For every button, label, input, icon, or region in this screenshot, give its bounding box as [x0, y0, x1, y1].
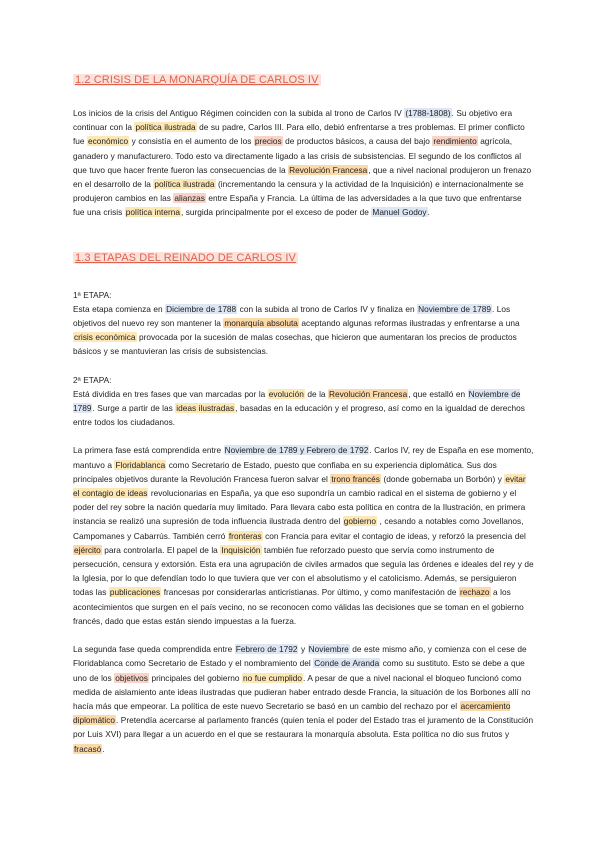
highlighted-term: Inquisición	[221, 544, 261, 555]
highlighted-term: Noviembre de 1789 y Febrero de 1792	[224, 445, 369, 456]
text-run: y consistía en el aumento de los	[129, 136, 254, 147]
highlighted-term: evolución	[268, 388, 304, 399]
label-etapa-2	[73, 373, 534, 387]
text-run: como su sustituto. Esto se debe a que uno de los	[73, 658, 525, 683]
text-run: , basadas en la educación y el progreso, así como en la igualdad de derechos entre todos los ciudadanos.	[73, 403, 525, 428]
text-run: provocada por la sucesión de malas cosechas, que hicieron que aumentaran los precios de productos básicos y se mantuvieran las crisis de subsistencias.	[73, 332, 517, 357]
highlighted-term: Floridablanca	[115, 459, 166, 470]
text-run: como Secretario de Estado, puesto que confiaba en su experiencia diplomática. Sus dos principales objetivos durante la Revolución Francesa fueron salvar el	[73, 459, 497, 484]
paragraph-crisis	[73, 106, 534, 220]
text-run: . Los objetivos del nuevo rey son mantener la	[73, 303, 511, 329]
highlighted-term: Diciembre de 1788	[166, 303, 237, 314]
paragraph-fase-2	[73, 642, 534, 756]
section-heading-crisis: 1.2 CRISIS DE LA MONARQUÍA DE CARLOS IV	[75, 74, 319, 86]
text-run: . Surge a partir de las	[92, 403, 176, 414]
highlighted-term: ideas ilustradas	[176, 403, 235, 414]
highlighted-term: económico	[88, 136, 129, 147]
highlighted-term: ejército	[74, 544, 101, 555]
text-run: 1ª ETAPA:	[73, 289, 112, 300]
highlighted-term: publicaciones	[109, 587, 161, 598]
highlighted-term: alianzas	[174, 193, 205, 204]
text-run: con la subida al trono de Carlos IV y finaliza en	[237, 303, 418, 314]
text-run: Los inicios de la crisis del Antiguo Régimen coinciden con la subida al trono de Carlos IV	[73, 108, 405, 118]
paragraph-fase-1	[73, 443, 534, 628]
text-run: . Pretendía acercarse al parlamento francés (quien tenía el poder del Estado tras el juramento de la Constitución por Luis XVI) para llegar a un acuerdo en el que se restaurara la monarquía absoluta. Esta política no dio sus frutos y	[73, 715, 534, 740]
text-run: .	[427, 207, 430, 218]
highlighted-term: Conde de Aranda	[314, 658, 380, 669]
text-run: revolucionarias en España, ya que eso supondría un cambio radical en el sistema de gobierno y el poder del rey sobre la nación quedaría muy limitado. Para llevara cabo esta política en contra de la Ilustración, en primera instancia se realizó una supresión de toda influencia ilustrada dentro del	[73, 488, 526, 527]
text-run: con Francia para evitar el contagio de ideas, y reforzó la presencia del	[262, 530, 526, 541]
text-run: . Su objetivo era continuar con la	[73, 108, 513, 133]
highlighted-term: política ilustrada	[135, 122, 196, 133]
highlighted-term: no fue cumplido	[243, 672, 302, 683]
highlighted-term: fronteras	[228, 530, 262, 541]
text-run: y	[298, 644, 308, 655]
text-run: (donde gobernaba un Borbón) y	[380, 473, 505, 484]
highlighted-term: fracasó	[74, 743, 102, 754]
text-run: , cesando a notables como Jovellanos, Campomanes y Cabarrús. También cerró	[73, 516, 524, 541]
text-run: . A pesar de que a nivel nacional el bloqueo funcionó como medida de aislamiento ante ideas ilustradas que pudieran haber entrado desde Francia, la situación de los Borbones allí no hacía más que empeorar. La política de este nuevo Secretario se basó en un cambio del rechazo por el	[73, 672, 531, 711]
highlighted-term: objetivos	[115, 672, 148, 683]
highlighted-term: rechazo	[460, 587, 490, 598]
text-run: La primera fase está comprendida entre	[73, 445, 224, 456]
highlighted-term: (1788-1808)	[405, 108, 451, 118]
highlighted-term: trono francés	[331, 473, 380, 484]
text-run: , que estalló en	[408, 388, 468, 399]
text-run: , que a nivel nacional produjeron un frenazo en el desarrollo de la	[73, 164, 532, 190]
text-run: La segunda fase queda comprendida entre	[73, 644, 235, 655]
text-run: también fue reforzado puesto que servía como instrumento de persecución, censura y extorsión. Esta era una agrupación de civiles armados que seguía las órdenes e ideales del rey y de la Iglesia, por lo que defendían todo lo que tuviera que ver con el absolutismo y el catolicismo. Además, se persiguieron todas las	[73, 544, 534, 598]
text-run: (incrementando la censura y la actividad de la Inquisición) e internacionalmente se produjeron cambios en las	[73, 179, 524, 204]
highlighted-term: política ilustrada	[154, 179, 215, 190]
highlighted-term: crisis económica	[74, 332, 136, 343]
highlighted-term: Noviembre de 1789	[73, 388, 521, 414]
text-run: a los acontecimientos que surgen en el país vecino, no se reconocen como válidas las decisiones que se toman en el gobierno francés, dado que estas están siendo impuestas a la fuerza.	[73, 587, 524, 626]
highlighted-term: política interna	[125, 207, 180, 218]
text-run: de su padre, Carlos III. Para ello, debió enfrentarse a tres problemas. El primer conflicto fue	[73, 122, 525, 147]
text-run: .	[102, 743, 105, 754]
text-run: entre España y Francia. La última de las adversidades a la que tuvo que enfrentarse fue una crisis	[73, 193, 522, 218]
text-run: principales del gobierno	[148, 672, 242, 683]
highlighted-term: precios	[254, 136, 282, 147]
text-run: Esta etapa comienza en	[73, 303, 166, 314]
text-run: . Carlos IV, rey de España en ese momento, mantuvo a	[73, 445, 534, 470]
highlighted-term: Revolución Francesa	[289, 164, 368, 175]
text-run: , surgida principalmente por el exceso de poder de	[180, 207, 372, 218]
text-run: 2ª ETAPA:	[73, 374, 112, 385]
highlighted-term: Manuel Godoy	[372, 207, 427, 218]
text-run: de productos básicos, a causa del bajo	[282, 136, 433, 147]
label-etapa-1	[73, 288, 534, 302]
highlighted-term: evitar el contagio de ideas	[73, 473, 526, 499]
highlighted-term: Noviembre de 1789	[418, 303, 491, 314]
highlighted-term: gobierno	[343, 516, 377, 527]
highlighted-term: acercamiento diplomático	[73, 700, 511, 726]
paragraph-etapa-2	[73, 387, 534, 430]
text-run: para controlarla. El papel de la	[101, 544, 221, 555]
text-run: francesas por considerarlas anticristianas. Por último, y como manifestación de	[161, 587, 459, 598]
highlighted-term: Revolución Francesa	[329, 388, 408, 399]
text-run: de la	[304, 388, 329, 399]
text-run: agrícola, ganadero y manufacturero. Todo esto va directamente ligado a las crisis de subsistencias. El segundo de los conflictos al que tuvo que hacer frente fueron las consecuencias de la	[73, 136, 522, 175]
highlighted-term: monarquía absoluta	[224, 318, 298, 329]
text-run: de este mismo año, y comienza con el cese de Floridablanca como Secretario de Estado y el nombramiento del	[73, 644, 527, 669]
text-run: aceptando algunas reformas ilustradas y enfrentarse a una	[298, 318, 520, 329]
highlighted-term: Febrero de 1792	[235, 644, 298, 655]
highlighted-term: Noviembre	[308, 644, 349, 655]
paragraph-etapa-1	[73, 302, 534, 359]
highlighted-term: rendimiento	[433, 136, 477, 147]
section-heading-etapas: 1.3 ETAPAS DEL REINADO DE CARLOS IV	[75, 251, 296, 264]
text-run: Está dividida en tres fases que van marcadas por la	[73, 388, 268, 399]
